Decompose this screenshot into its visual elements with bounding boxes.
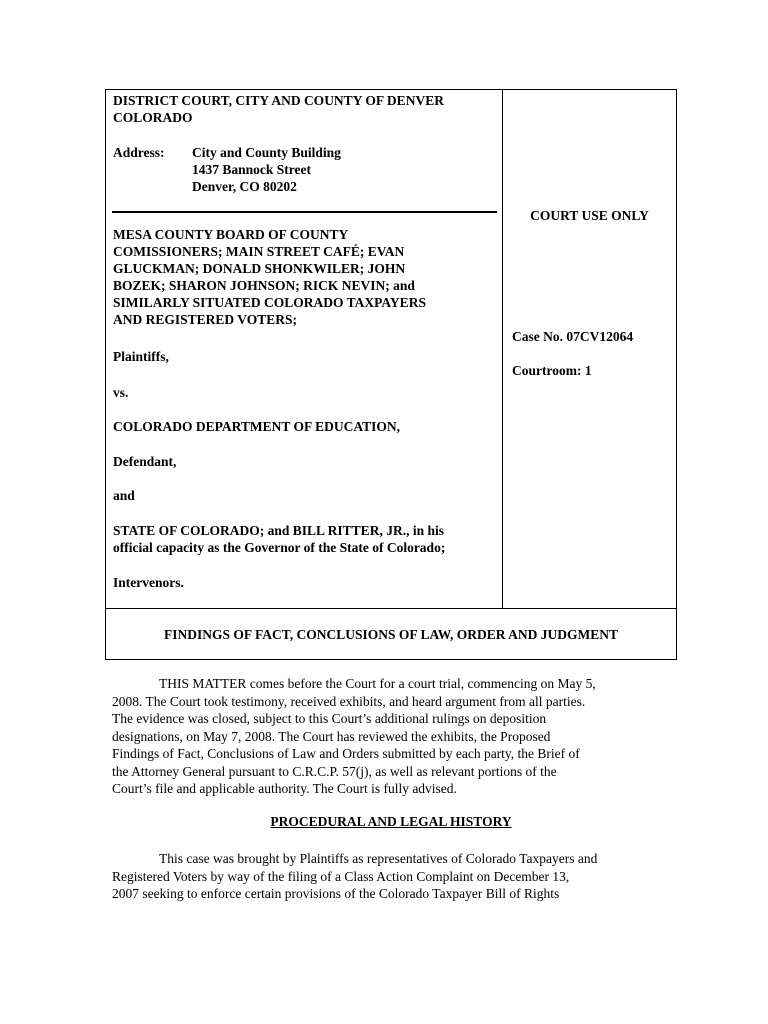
address-line: Denver, CO 80202 bbox=[192, 179, 297, 194]
paragraph-history bbox=[112, 850, 660, 903]
plaintiffs-line: BOZEK; SHARON JOHNSON; RICK NEVIN; and bbox=[113, 278, 415, 293]
paragraph-line: designations, on May 7, 2008. The Court has reviewed the exhibits, the Proposed bbox=[112, 728, 551, 744]
address-label: Address: bbox=[113, 145, 165, 160]
address-line: 1437 Bannock Street bbox=[192, 162, 312, 177]
case-caption-table bbox=[105, 89, 677, 660]
courtroom-number: Courtroom: 1 bbox=[512, 363, 592, 378]
versus-label: vs. bbox=[113, 385, 129, 400]
paragraph-line: This case was brought by Plaintiffs as representatives of Colorado Taxpayers and bbox=[159, 851, 598, 866]
document-title-row bbox=[106, 609, 676, 659]
intervenors-line: STATE OF COLORADO; and BILL RITTER, JR., in his bbox=[113, 523, 444, 538]
paragraph-line: The evidence was closed, subject to this Court’s additional rulings on deposition bbox=[112, 711, 547, 726]
plaintiffs-line: GLUCKMAN; DONALD SHONKWILER; JOHN bbox=[113, 261, 406, 276]
paragraph-line: the Attorney General pursuant to C.R.C.P. 57(j), as well as relevant portions of the bbox=[112, 763, 557, 779]
address-line: City and County Building bbox=[192, 145, 341, 160]
plaintiffs-label: Plaintiffs, bbox=[113, 349, 169, 364]
court-name-line: DISTRICT COURT, CITY AND COUNTY OF DENVER bbox=[113, 93, 444, 108]
plaintiffs-line: MESA COUNTY BOARD OF COUNTY bbox=[113, 227, 349, 242]
caption-left-column bbox=[106, 90, 503, 608]
paragraph-line: Registered Voters by way of the filing of a Class Action Complaint on December 13, bbox=[112, 868, 570, 884]
paragraph-line: THIS MATTER comes before the Court for a court trial, commencing on May 5, bbox=[159, 676, 596, 691]
caption-right-column bbox=[503, 90, 676, 608]
defendant-name: COLORADO DEPARTMENT OF EDUCATION, bbox=[113, 419, 401, 434]
intervenors-label: Intervenors. bbox=[113, 575, 184, 590]
court-name-line: COLORADO bbox=[113, 110, 193, 125]
and-label: and bbox=[113, 488, 135, 503]
intervenors-names bbox=[113, 522, 445, 556]
party-divider bbox=[112, 211, 497, 213]
plaintiffs-names bbox=[113, 226, 426, 328]
intervenors-line: official capacity as the Governor of the State of Colorado; bbox=[113, 540, 446, 555]
document-title: FINDINGS OF FACT, CONCLUSIONS OF LAW, ORDER AND JUDGMENT bbox=[163, 626, 619, 642]
plaintiffs-line: SIMILARLY SITUATED COLORADO TAXPAYERS bbox=[113, 295, 426, 310]
court-use-only-label: COURT USE ONLY bbox=[530, 208, 649, 223]
case-number: Case No. 07CV12064 bbox=[512, 329, 634, 344]
paragraph-line: 2007 seeking to enforce certain provisions of the Colorado Taxpayer Bill of Rights bbox=[112, 886, 560, 901]
court-address bbox=[192, 144, 341, 195]
plaintiffs-line: AND REGISTERED VOTERS; bbox=[113, 312, 298, 327]
defendant-label: Defendant, bbox=[113, 454, 177, 469]
paragraph-line: Court’s file and applicable authority. The Court is fully advised. bbox=[112, 781, 457, 796]
paragraph-line: Findings of Fact, Conclusions of Law and Orders submitted by each party, the Brief of bbox=[112, 746, 580, 761]
plaintiffs-line: COMISSIONERS; MAIN STREET CAFÉ; EVAN bbox=[113, 244, 405, 259]
paragraph-intro bbox=[112, 675, 660, 798]
paragraph-line: 2008. The Court took testimony, received exhibits, and heard argument from all parties. bbox=[112, 693, 586, 709]
court-name bbox=[113, 92, 444, 126]
section-heading: PROCEDURAL AND LEGAL HISTORY bbox=[270, 814, 512, 829]
